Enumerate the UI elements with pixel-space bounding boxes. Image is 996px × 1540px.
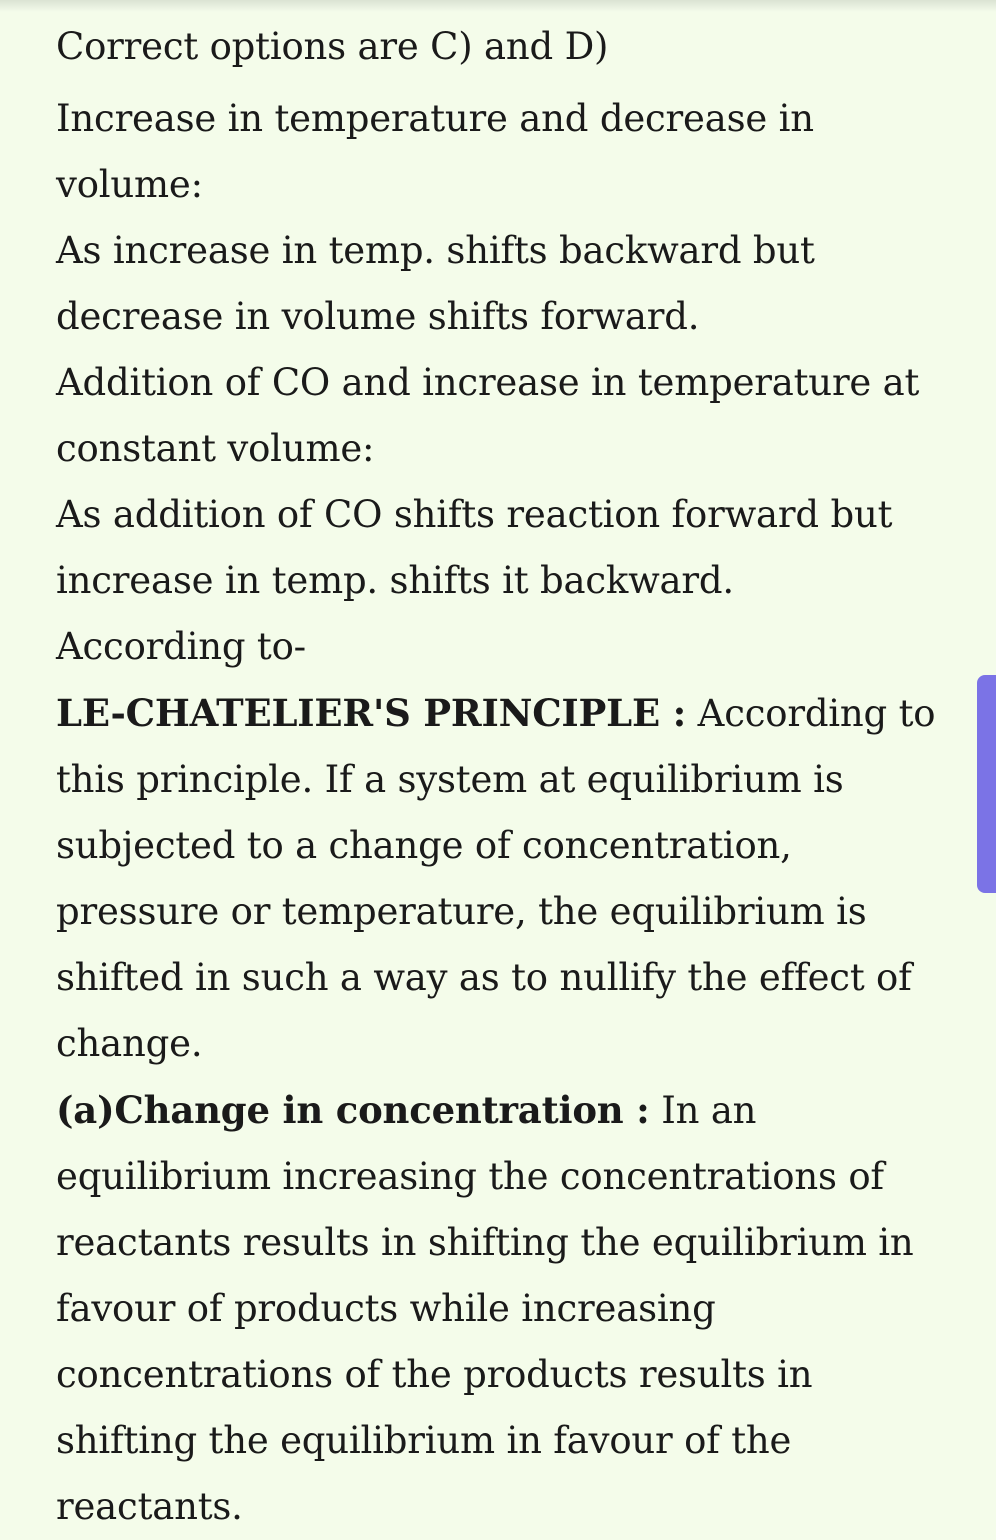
correct-options-line: Correct options are C) and D) bbox=[56, 25, 609, 68]
text-line: Addition of CO and increase in temperature at bbox=[56, 361, 920, 404]
concentration-text-line: equilibrium increasing the concentrations of bbox=[56, 1155, 884, 1198]
concentration-intro: In an bbox=[649, 1089, 757, 1132]
principle-text-line: shifted in such a way as to nullify the effect of bbox=[56, 956, 912, 999]
principle-heading: LE-CHATELIER'S PRINCIPLE : bbox=[56, 691, 687, 735]
scroll-indicator-handle[interactable] bbox=[977, 675, 996, 893]
text-line: As increase in temp. shifts backward but bbox=[56, 229, 815, 272]
text-line: According to- bbox=[56, 625, 306, 668]
principle-line bbox=[56, 680, 986, 747]
concentration-line bbox=[56, 1077, 986, 1144]
text-line: As addition of CO shifts reaction forward but bbox=[56, 493, 893, 536]
text-line: decrease in volume shifts forward. bbox=[56, 295, 700, 338]
concentration-text-line: concentrations of the products results in bbox=[56, 1353, 813, 1396]
concentration-text-line: reactants results in shifting the equilibrium in bbox=[56, 1221, 914, 1264]
concentration-heading: (a)Change in concentration : bbox=[56, 1088, 650, 1132]
principle-text-line: this principle. If a system at equilibrium is bbox=[56, 758, 844, 801]
top-shadow bbox=[0, 0, 996, 12]
text-line: Increase in temperature and decrease in bbox=[56, 97, 814, 140]
principle-intro: According to bbox=[686, 692, 936, 735]
principle-text-line: change. bbox=[56, 1022, 203, 1065]
text-line: constant volume: bbox=[56, 427, 375, 470]
concentration-text-line: favour of products while increasing bbox=[56, 1287, 716, 1330]
principle-text-line: subjected to a change of concentration, bbox=[56, 824, 792, 867]
principle-text-line: pressure or temperature, the equilibrium is bbox=[56, 890, 867, 933]
concentration-text-line: reactants. bbox=[56, 1485, 243, 1528]
answer-content bbox=[56, 20, 986, 1540]
text-line: volume: bbox=[56, 163, 203, 206]
concentration-text-line: shifting the equilibrium in favour of the bbox=[56, 1419, 792, 1462]
text-line: increase in temp. shifts it backward. bbox=[56, 559, 734, 602]
